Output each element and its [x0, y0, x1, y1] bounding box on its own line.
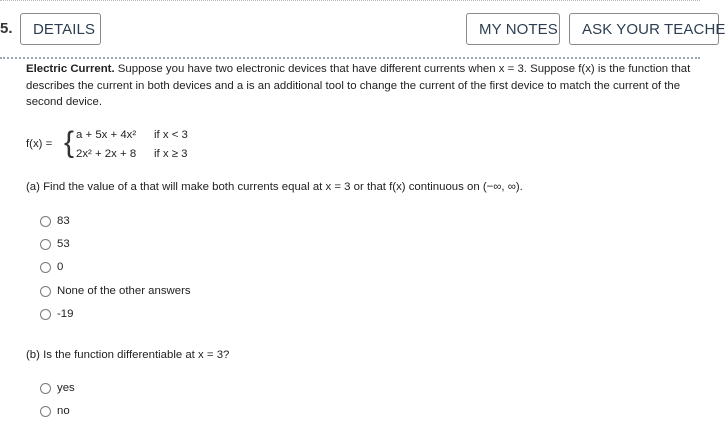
- option-label: -19: [57, 308, 74, 320]
- part-b-option[interactable]: [40, 403, 70, 419]
- part-a-option[interactable]: [40, 306, 73, 322]
- case2-condition: if x ≥ 3: [154, 148, 188, 160]
- radio-button[interactable]: [40, 406, 51, 417]
- problem-title: Electric Current.: [26, 63, 115, 75]
- option-label: yes: [57, 382, 75, 394]
- radio-button[interactable]: [40, 239, 51, 250]
- my-notes-button[interactable]: MY NOTES: [466, 13, 560, 45]
- radio-button[interactable]: [40, 262, 51, 273]
- option-label: None of the other answers: [57, 285, 191, 297]
- case2-expression: 2x² + 2x + 8: [76, 148, 137, 160]
- part-a-prompt: (a) Find the value of a that will make both currents equal at x = 3 or that f(x) continuous on (−∞, ∞).: [26, 181, 523, 193]
- radio-button[interactable]: [40, 383, 51, 394]
- part-b-option[interactable]: [40, 380, 75, 396]
- question-number: 5.: [0, 20, 13, 37]
- part-a-option[interactable]: [40, 213, 70, 229]
- part-b-prompt: (b) Is the function differentiable at x = 3?: [26, 349, 230, 361]
- ask-your-teacher-button[interactable]: ASK YOUR TEACHE: [569, 13, 719, 45]
- option-label: 0: [57, 261, 64, 273]
- problem-statement: [26, 61, 696, 111]
- part-a-option[interactable]: [40, 283, 191, 299]
- case1-condition: if x < 3: [154, 129, 188, 141]
- radio-button[interactable]: [40, 309, 51, 320]
- part-a-option[interactable]: [40, 259, 63, 275]
- left-brace: {: [64, 126, 75, 159]
- option-label: no: [57, 405, 70, 417]
- option-label: 53: [57, 238, 70, 250]
- header-divider: [0, 57, 700, 59]
- problem-text: Suppose you have two electronic devices that have different currents when x = 3. Suppose f(x) is the function that describes the current in both devices and a is an additional tool to change the current of the first device to match the current of the second device.: [26, 63, 691, 108]
- radio-button[interactable]: [40, 286, 51, 297]
- option-label: 83: [57, 215, 70, 227]
- radio-button[interactable]: [40, 216, 51, 227]
- function-label: f(x) =: [26, 138, 53, 150]
- case1-expression: a + 5x + 4x²: [76, 129, 137, 141]
- top-dotted-border: [0, 0, 700, 1]
- details-button[interactable]: DETAILS: [20, 13, 101, 45]
- piecewise-function: [26, 128, 326, 164]
- part-a-option[interactable]: [40, 236, 70, 252]
